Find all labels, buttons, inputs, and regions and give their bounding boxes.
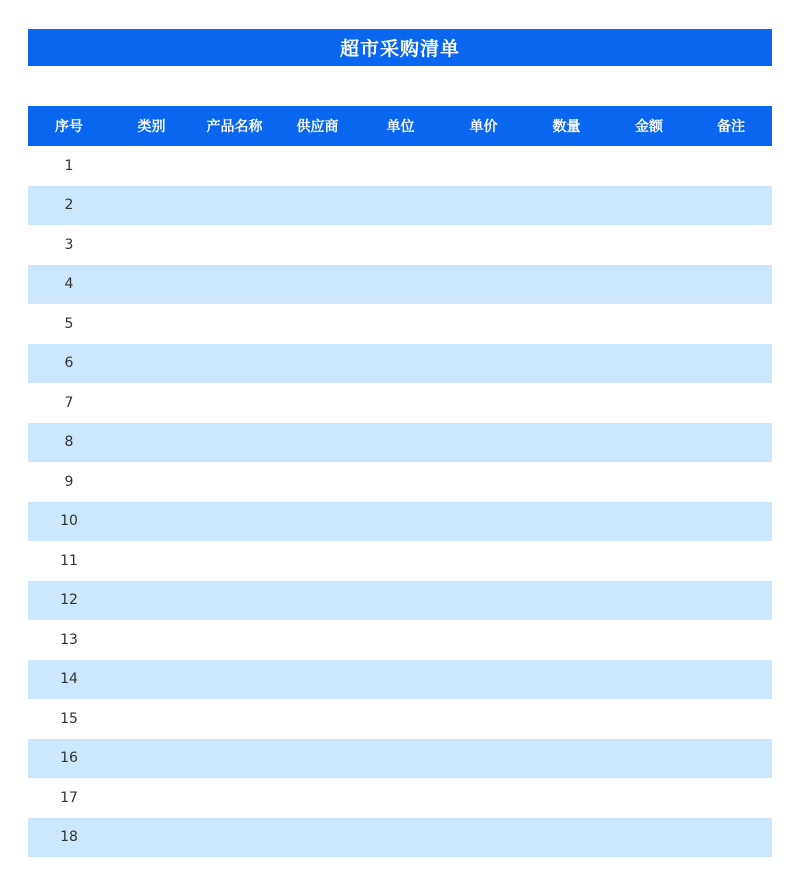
table-body <box>28 146 772 857</box>
empty-cell[interactable] <box>110 383 193 423</box>
empty-cell[interactable] <box>690 462 772 502</box>
empty-cell[interactable] <box>442 383 525 423</box>
empty-cell[interactable] <box>442 581 525 621</box>
empty-cell[interactable] <box>276 660 359 700</box>
empty-cell[interactable] <box>690 146 772 186</box>
column-header-category: 类别 <box>110 106 193 146</box>
empty-cell[interactable] <box>608 462 690 502</box>
table-row <box>28 304 772 344</box>
empty-cell[interactable] <box>525 462 608 502</box>
empty-cell[interactable] <box>442 660 525 700</box>
empty-cell[interactable] <box>690 818 772 858</box>
empty-cell[interactable] <box>442 739 525 779</box>
empty-cell[interactable] <box>276 265 359 305</box>
empty-cell[interactable] <box>442 620 525 660</box>
page-title: 超市采购清单 <box>28 29 772 66</box>
column-header-product-name: 产品名称 <box>193 106 276 146</box>
empty-cell[interactable] <box>608 818 690 858</box>
table-row <box>28 541 772 581</box>
empty-cell[interactable] <box>690 739 772 779</box>
table-row <box>28 739 772 779</box>
empty-cell[interactable] <box>608 186 690 226</box>
empty-cell[interactable] <box>193 186 276 226</box>
empty-cell[interactable] <box>442 502 525 542</box>
purchase-table <box>28 106 772 857</box>
empty-cell[interactable] <box>110 423 193 463</box>
empty-cell[interactable] <box>276 502 359 542</box>
empty-cell[interactable] <box>276 699 359 739</box>
empty-cell[interactable] <box>359 502 442 542</box>
column-header-quantity: 数量 <box>525 106 608 146</box>
row-seq-cell: 2 <box>28 186 110 226</box>
empty-cell[interactable] <box>359 383 442 423</box>
empty-cell[interactable] <box>442 778 525 818</box>
row-seq-cell: 4 <box>28 265 110 305</box>
empty-cell[interactable] <box>525 778 608 818</box>
empty-cell[interactable] <box>608 225 690 265</box>
empty-cell[interactable] <box>525 502 608 542</box>
empty-cell[interactable] <box>193 581 276 621</box>
empty-cell[interactable] <box>110 225 193 265</box>
table-row <box>28 699 772 739</box>
empty-cell[interactable] <box>359 344 442 384</box>
empty-cell[interactable] <box>193 146 276 186</box>
row-seq-cell: 8 <box>28 423 110 463</box>
empty-cell[interactable] <box>442 304 525 344</box>
empty-cell[interactable] <box>359 304 442 344</box>
empty-cell[interactable] <box>608 541 690 581</box>
empty-cell[interactable] <box>690 186 772 226</box>
table-row <box>28 344 772 384</box>
empty-cell[interactable] <box>690 581 772 621</box>
empty-cell[interactable] <box>110 304 193 344</box>
empty-cell[interactable] <box>608 423 690 463</box>
table-header-row <box>28 106 772 146</box>
empty-cell[interactable] <box>359 778 442 818</box>
empty-cell[interactable] <box>359 581 442 621</box>
empty-cell[interactable] <box>690 383 772 423</box>
empty-cell[interactable] <box>525 660 608 700</box>
empty-cell[interactable] <box>608 304 690 344</box>
empty-cell[interactable] <box>359 265 442 305</box>
table-row <box>28 146 772 186</box>
empty-cell[interactable] <box>110 699 193 739</box>
empty-cell[interactable] <box>690 423 772 463</box>
row-seq-cell: 11 <box>28 541 110 581</box>
table-row <box>28 581 772 621</box>
empty-cell[interactable] <box>193 699 276 739</box>
empty-cell[interactable] <box>276 304 359 344</box>
empty-cell[interactable] <box>359 146 442 186</box>
empty-cell[interactable] <box>276 739 359 779</box>
empty-cell[interactable] <box>359 462 442 502</box>
empty-cell[interactable] <box>193 541 276 581</box>
empty-cell[interactable] <box>359 818 442 858</box>
column-header-unit-price: 单价 <box>442 106 525 146</box>
row-seq-cell: 6 <box>28 344 110 384</box>
empty-cell[interactable] <box>690 778 772 818</box>
column-header-supplier: 供应商 <box>276 106 359 146</box>
row-seq-cell: 9 <box>28 462 110 502</box>
empty-cell[interactable] <box>359 225 442 265</box>
empty-cell[interactable] <box>193 502 276 542</box>
empty-cell[interactable] <box>110 502 193 542</box>
row-seq-cell: 1 <box>28 146 110 186</box>
empty-cell[interactable] <box>525 423 608 463</box>
empty-cell[interactable] <box>193 304 276 344</box>
empty-cell[interactable] <box>359 620 442 660</box>
empty-cell[interactable] <box>276 818 359 858</box>
empty-cell[interactable] <box>193 383 276 423</box>
column-header-seq: 序号 <box>28 106 110 146</box>
empty-cell[interactable] <box>525 146 608 186</box>
empty-cell[interactable] <box>442 541 525 581</box>
empty-cell[interactable] <box>110 778 193 818</box>
empty-cell[interactable] <box>608 502 690 542</box>
empty-cell[interactable] <box>608 620 690 660</box>
empty-cell[interactable] <box>110 660 193 700</box>
empty-cell[interactable] <box>608 146 690 186</box>
empty-cell[interactable] <box>276 620 359 660</box>
row-seq-cell: 14 <box>28 660 110 700</box>
empty-cell[interactable] <box>276 383 359 423</box>
empty-cell[interactable] <box>110 620 193 660</box>
empty-cell[interactable] <box>110 581 193 621</box>
row-seq-cell: 13 <box>28 620 110 660</box>
empty-cell[interactable] <box>525 186 608 226</box>
empty-cell[interactable] <box>193 620 276 660</box>
empty-cell[interactable] <box>110 541 193 581</box>
empty-cell[interactable] <box>276 186 359 226</box>
empty-cell[interactable] <box>525 699 608 739</box>
empty-cell[interactable] <box>193 423 276 463</box>
row-seq-cell: 17 <box>28 778 110 818</box>
empty-cell[interactable] <box>525 225 608 265</box>
empty-cell[interactable] <box>110 344 193 384</box>
empty-cell[interactable] <box>608 778 690 818</box>
empty-cell[interactable] <box>276 462 359 502</box>
table-row <box>28 186 772 226</box>
empty-cell[interactable] <box>608 660 690 700</box>
empty-cell[interactable] <box>359 423 442 463</box>
empty-cell[interactable] <box>110 186 193 226</box>
empty-cell[interactable] <box>608 699 690 739</box>
empty-cell[interactable] <box>193 225 276 265</box>
empty-cell[interactable] <box>690 225 772 265</box>
empty-cell[interactable] <box>276 581 359 621</box>
empty-cell[interactable] <box>442 344 525 384</box>
empty-cell[interactable] <box>525 581 608 621</box>
table-row <box>28 620 772 660</box>
empty-cell[interactable] <box>690 699 772 739</box>
empty-cell[interactable] <box>110 265 193 305</box>
empty-cell[interactable] <box>525 818 608 858</box>
empty-cell[interactable] <box>608 265 690 305</box>
empty-cell[interactable] <box>690 502 772 542</box>
row-seq-cell: 10 <box>28 502 110 542</box>
empty-cell[interactable] <box>442 818 525 858</box>
empty-cell[interactable] <box>359 541 442 581</box>
empty-cell[interactable] <box>193 265 276 305</box>
empty-cell[interactable] <box>525 739 608 779</box>
row-seq-cell: 12 <box>28 581 110 621</box>
table-row <box>28 818 772 858</box>
empty-cell[interactable] <box>690 304 772 344</box>
empty-cell[interactable] <box>690 660 772 700</box>
empty-cell[interactable] <box>442 699 525 739</box>
row-seq-cell: 7 <box>28 383 110 423</box>
table-row <box>28 225 772 265</box>
table-row <box>28 502 772 542</box>
empty-cell[interactable] <box>608 344 690 384</box>
empty-cell[interactable] <box>193 462 276 502</box>
table-row <box>28 660 772 700</box>
empty-cell[interactable] <box>193 778 276 818</box>
empty-cell[interactable] <box>359 699 442 739</box>
empty-cell[interactable] <box>690 265 772 305</box>
empty-cell[interactable] <box>110 739 193 779</box>
table-row <box>28 462 772 502</box>
empty-cell[interactable] <box>442 462 525 502</box>
empty-cell[interactable] <box>442 265 525 305</box>
empty-cell[interactable] <box>193 344 276 384</box>
empty-cell[interactable] <box>442 186 525 226</box>
empty-cell[interactable] <box>110 462 193 502</box>
empty-cell[interactable] <box>359 660 442 700</box>
empty-cell[interactable] <box>359 739 442 779</box>
empty-cell[interactable] <box>193 660 276 700</box>
empty-cell[interactable] <box>359 186 442 226</box>
column-header-amount: 金额 <box>608 106 690 146</box>
empty-cell[interactable] <box>110 146 193 186</box>
row-seq-cell: 5 <box>28 304 110 344</box>
column-header-unit: 单位 <box>359 106 442 146</box>
empty-cell[interactable] <box>193 739 276 779</box>
empty-cell[interactable] <box>110 818 193 858</box>
row-seq-cell: 18 <box>28 818 110 858</box>
table-row <box>28 383 772 423</box>
column-header-remarks: 备注 <box>690 106 772 146</box>
empty-cell[interactable] <box>690 541 772 581</box>
empty-cell[interactable] <box>525 265 608 305</box>
empty-cell[interactable] <box>276 344 359 384</box>
empty-cell[interactable] <box>276 423 359 463</box>
table-row <box>28 423 772 463</box>
empty-cell[interactable] <box>608 383 690 423</box>
empty-cell[interactable] <box>690 620 772 660</box>
table-row <box>28 778 772 818</box>
empty-cell[interactable] <box>525 344 608 384</box>
empty-cell[interactable] <box>276 541 359 581</box>
empty-cell[interactable] <box>525 304 608 344</box>
empty-cell[interactable] <box>525 541 608 581</box>
empty-cell[interactable] <box>442 225 525 265</box>
empty-cell[interactable] <box>193 818 276 858</box>
row-seq-cell: 15 <box>28 699 110 739</box>
empty-cell[interactable] <box>276 225 359 265</box>
empty-cell[interactable] <box>442 423 525 463</box>
empty-cell[interactable] <box>276 778 359 818</box>
empty-cell[interactable] <box>276 146 359 186</box>
table-row <box>28 265 772 305</box>
empty-cell[interactable] <box>442 146 525 186</box>
empty-cell[interactable] <box>690 344 772 384</box>
empty-cell[interactable] <box>608 739 690 779</box>
row-seq-cell: 3 <box>28 225 110 265</box>
empty-cell[interactable] <box>608 581 690 621</box>
row-seq-cell: 16 <box>28 739 110 779</box>
empty-cell[interactable] <box>525 383 608 423</box>
empty-cell[interactable] <box>525 620 608 660</box>
